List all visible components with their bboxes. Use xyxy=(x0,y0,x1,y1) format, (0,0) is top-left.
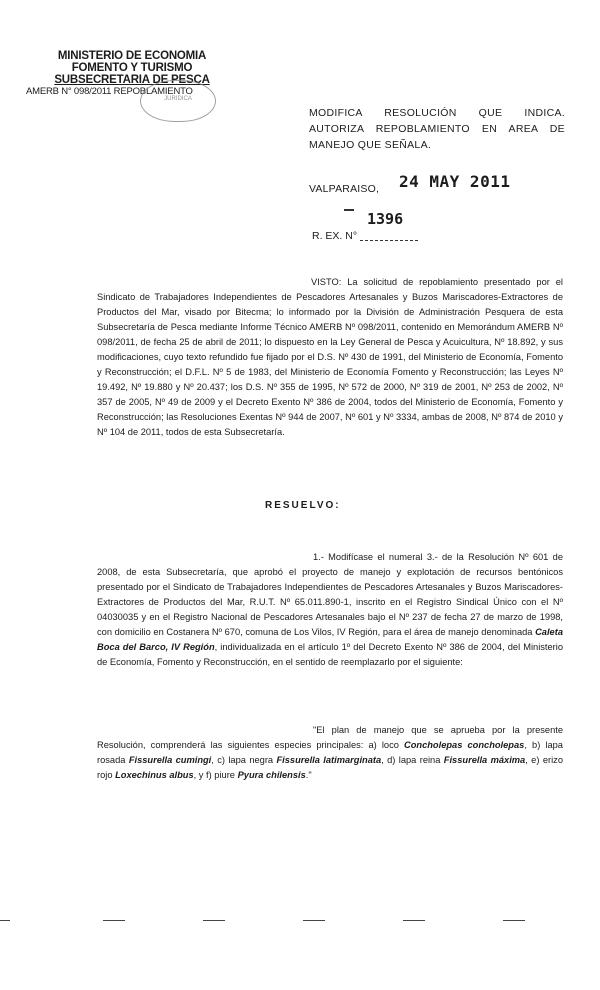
ministry-subtitle: FOMENTO Y TURISMO xyxy=(71,62,193,74)
quote-text-1: "El plan de manejo que se aprueba por la presente Resolución, comprenderá las siguientes especies principales: a) loco xyxy=(97,725,563,750)
resuelvo-heading: RESUELVO: xyxy=(265,500,341,511)
species-fissurella-maxima: Fissurella máxima xyxy=(443,755,526,765)
footer-mark xyxy=(503,920,525,921)
area-name: Caleta Boca del Barco, IV Región xyxy=(97,627,563,652)
footer-mark xyxy=(103,920,125,921)
footer-mark xyxy=(203,920,225,921)
article-1-text-b: , individualizada en el artículo 1º del Decreto Exento Nº 386 de 2004, del Ministerio de Economía, Fomento y Reconstrucción, en el sentido de reemplazarlo por el siguiente: xyxy=(97,642,563,667)
city-label: VALPARAISO, xyxy=(309,183,380,195)
stamp-label: JURIDICA xyxy=(164,96,192,102)
document-title: MODIFICA RESOLUCIÓN QUE INDICA. AUTORIZA REPOBLAMIENTO EN AREA DE MANEJO QUE SEÑALA. xyxy=(309,107,565,151)
article-1-paragraph xyxy=(97,550,563,670)
amerb-reference: AMERB N° 098/2011 REPOBLAMIENTO xyxy=(26,86,193,97)
quote-text-4: , d) lapa reina xyxy=(381,755,441,765)
visto-paragraph xyxy=(97,275,563,440)
resolution-number: 1396 xyxy=(367,210,404,228)
species-fissurella-cumingi: Fissurella cumingi xyxy=(128,755,212,765)
quote-text-2: , b) lapa rosada xyxy=(97,740,563,765)
rex-underline xyxy=(360,240,418,241)
management-plan-quote xyxy=(97,723,563,783)
species-pyura-chilensis: Pyura chilensis xyxy=(237,770,306,780)
species-loxechinus-albus: Loxechinus albus xyxy=(115,770,194,780)
date-stamp: 24 MAY 2011 xyxy=(399,172,511,191)
quote-text-6: , y f) piure xyxy=(193,770,235,780)
ministry-name: MINISTERIO DE ECONOMIA xyxy=(57,50,207,62)
species-fissurella-latimarginata: Fissurella latimarginata xyxy=(276,755,382,765)
footer-mark xyxy=(403,920,425,921)
footer-mark xyxy=(0,920,10,921)
subsecretaria-name: SUBSECRETARIA DE PESCA xyxy=(54,74,210,86)
species-concholepas: Concholepas concholepas xyxy=(404,740,525,750)
dash-mark xyxy=(344,209,354,211)
visto-text: VISTO: La solicitud de repoblamiento presentado por el Sindicato de Trabajadores Independientes de Pescadores Artesanales y Buzos Mariscadores-Extractores de Productos del Mar, visado por Bitecma; lo informado por la División de Administración Pesquera de esta Subsecretaría de Pesca mediante Informe Técnico AMERB Nº 098/2011, contenido en Memorándum AMERB Nº 098/2011, de fecha 25 de abril de 2011; lo dispuesto en la Ley General de Pesca y Acuicultura, Nº 18.892, y sus modificaciones, cuyo texto refundido fue fijado por el D.S. Nº 430 de 1991, del Ministerio de Economía, Fomento y Reconstrucción; el D.F.L. Nº 5 de 1983, del Ministerio de Economía Fomento y Reconstrucción; las Leyes Nº 19.492, Nº 19.880 y Nº 20.437; los D.S. Nº 355 de 1995, Nº 572 de 2000, Nº 319 de 2001, Nº 253 de 2002, Nº 357 de 2005, Nº 49 de 2009 y el Decreto Exento Nº 386 de 2004, todos del Ministerio de Economía, Fomento y Reconstrucción; las Resoluciones Exentas Nº 944 de 2007, Nº 601 y Nº 3334, ambas de 2008, Nº 874 de 2010 y Nº 104 de 2011, todos de esta Subsecretaría. xyxy=(97,277,563,437)
footer-mark xyxy=(303,920,325,921)
quote-text-5: , e) erizo rojo xyxy=(97,755,563,780)
article-1-text-a: 1.- Modifícase el numeral 3.- de la Resolución Nº 601 de 2008, de esta Subsecretaría, que aprobó el proyecto de manejo y explotación de recursos bentónicos presentado por el Sindicato de Trabajadores Independientes de Pescadores Artesanales y Buzos Mariscadores-Extractores de Productos del Mar, R.U.T. Nº 65.011.890-1, inscrito en el Registro Sindical Único con el Nº 04030035 y en el Registro Nacional de Pescadores Artesanales bajo el Nº 237 de fecha 27 de marzo de 1998, con domicilio en Costanera Nº 670, comuna de Los Vilos, IV Región, para el área de manejo denominada xyxy=(97,552,563,637)
juridica-stamp xyxy=(140,80,216,122)
quote-text-3: , c) lapa negra xyxy=(211,755,274,765)
quote-text-7: ." xyxy=(305,770,312,780)
rex-label: R. EX. N° xyxy=(312,230,358,242)
